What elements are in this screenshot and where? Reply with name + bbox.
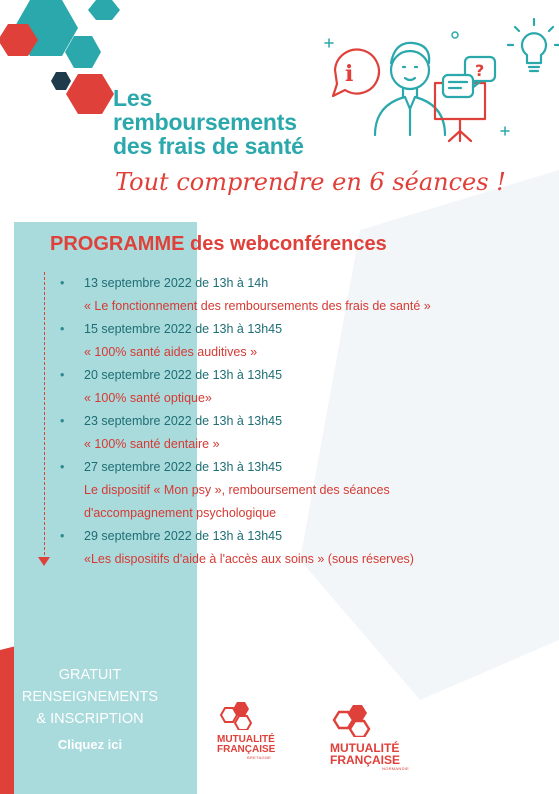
session-date: 13 septembre 2022 de 13h à 14h [84, 276, 269, 290]
list-item [60, 410, 550, 456]
hero-title-line: des frais de santé [113, 133, 304, 159]
session-topic: « 100% santé aides auditives » [84, 345, 258, 359]
session-date: 29 septembre 2022 de 13h à 13h45 [84, 529, 283, 543]
hexagon-logo-icon [217, 700, 257, 730]
list-item [60, 364, 550, 410]
logo-name-line: MUTUALITÉ [217, 734, 275, 745]
cta-text [0, 664, 180, 730]
list-item [60, 272, 550, 318]
teal-hexagon-3 [88, 0, 120, 20]
presenter-illustration [315, 15, 559, 150]
logo-name-line: MUTUALITÉ [330, 741, 400, 755]
session-topic: « 100% santé dentaire » [84, 437, 220, 451]
logo-name-line: FRANÇAISE [330, 753, 401, 767]
lightbulb-icon [508, 19, 559, 71]
svg-text:?: ? [475, 61, 485, 80]
session-date: 15 septembre 2022 de 13h à 13h45 [84, 322, 283, 336]
cta-line: GRATUIT [58, 667, 122, 683]
session-topic: « 100% santé optique» [84, 391, 212, 405]
programme-title-part1: PROGRAMME [50, 233, 185, 255]
timeline-arrow-icon [38, 557, 50, 566]
hero-title-line: remboursements [113, 109, 297, 135]
session-date: 23 septembre 2022 de 13h à 13h45 [84, 414, 283, 428]
session-topic: «Les dispositifs d'aide à l'accès aux soins » (sous réserves) [84, 552, 414, 566]
bullet-icon: • [60, 529, 65, 543]
hero-title-line: Les [113, 85, 153, 111]
info-bubble-icon [333, 50, 379, 96]
dark-hexagon [51, 72, 71, 90]
session-topic: « Le fonctionnement des remboursements des frais de santé » [84, 299, 431, 313]
red-hexagon-2 [66, 74, 114, 114]
register-link[interactable]: Cliquez ici [57, 737, 123, 752]
session-list [60, 272, 550, 571]
timeline-line [44, 272, 45, 560]
cta-line: RENSEIGNEMENTS [21, 689, 159, 705]
hero-title [113, 86, 304, 158]
mutualite-logo-bretagne [217, 700, 287, 761]
session-topic: Le dispositif « Mon psy », remboursement des séances d'accompagnement psychologique [84, 483, 390, 520]
bullet-icon: • [60, 322, 65, 336]
cta-line: & INSCRIPTION [36, 711, 144, 727]
session-date: 20 septembre 2022 de 13h à 13h45 [84, 368, 283, 382]
list-item [60, 456, 550, 525]
programme-title [50, 233, 387, 256]
hexagon-logo-icon [330, 703, 376, 737]
mutualite-logo-normandie [330, 703, 420, 772]
programme-title-part2: des webconférences [184, 233, 387, 255]
session-date: 27 septembre 2022 de 13h à 13h45 [84, 460, 283, 474]
bullet-icon: • [60, 460, 65, 474]
tagline: Tout comprendre en 6 séances ! [115, 168, 506, 196]
svg-text:i: i [345, 61, 354, 87]
logo-name-line: FRANÇAISE [217, 744, 276, 755]
logo-region: BRETAGNE [247, 755, 272, 760]
logo-region: NORMANDIE [382, 766, 410, 771]
bullet-icon: • [60, 276, 65, 290]
list-item [60, 318, 550, 364]
bullet-icon: • [60, 414, 65, 428]
list-item [60, 525, 550, 571]
bullet-icon: • [60, 368, 65, 382]
